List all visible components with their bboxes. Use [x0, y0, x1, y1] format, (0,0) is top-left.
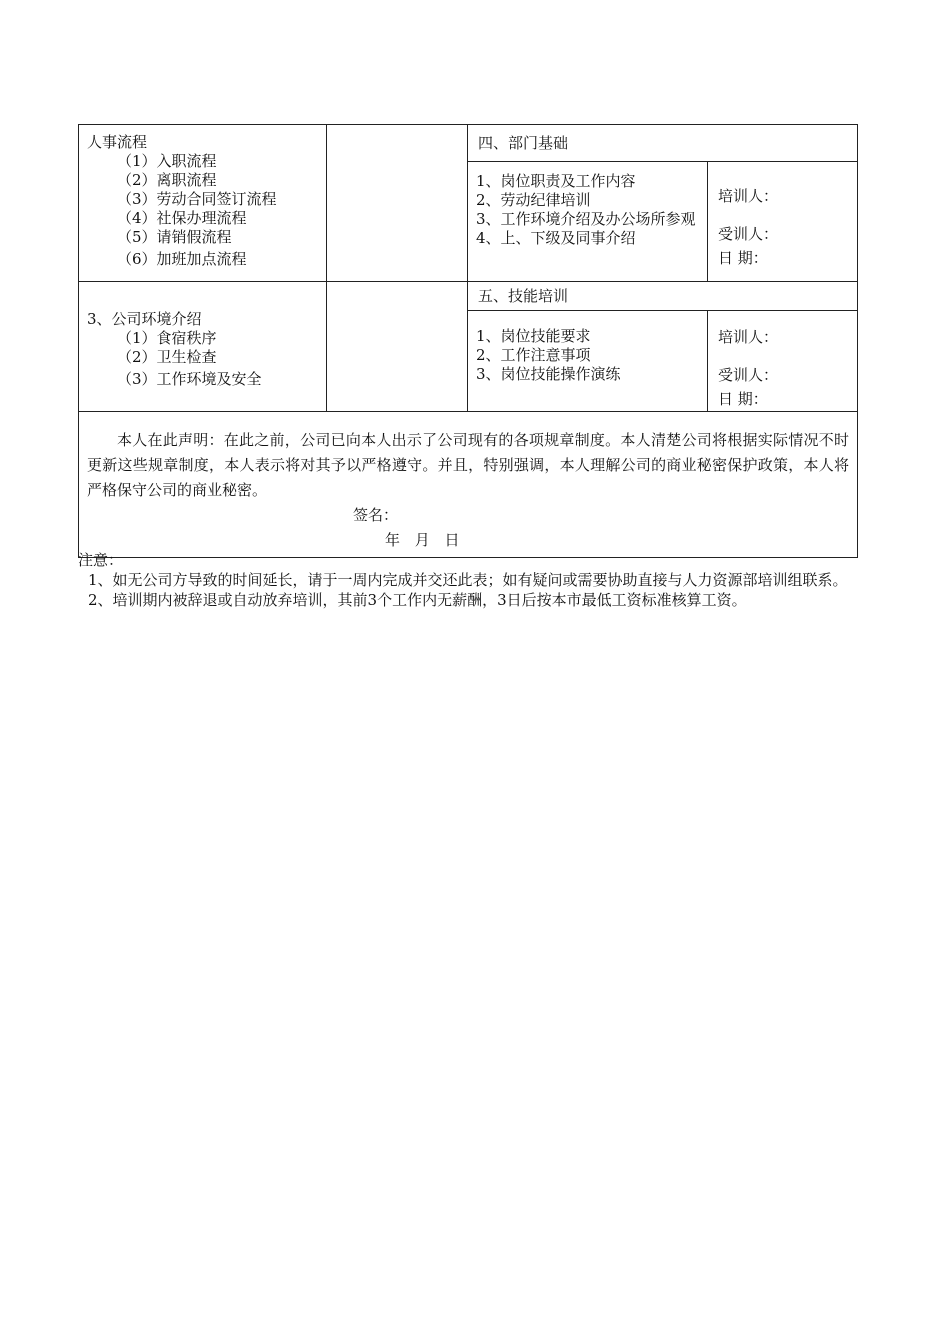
blank-cell: [327, 282, 468, 412]
dept-basics-header-cell: [468, 125, 858, 162]
company-env-cell: [79, 282, 327, 412]
blank-cell: [327, 125, 468, 282]
skills-item: 1、岗位技能要求: [476, 327, 591, 345]
declaration-cell: [79, 412, 858, 558]
notes-section: [78, 550, 858, 610]
dept-basics-items-cell: [468, 162, 708, 282]
hr-process-item: （6）加班加点流程: [117, 250, 247, 268]
skills-item: 3、岗位技能操作演练: [476, 365, 621, 383]
hr-process-item: （5）请销假流程: [117, 228, 232, 246]
hr-process-title: 人事流程: [87, 133, 148, 151]
dept-basics-item: 2、劳动纪律培训: [476, 191, 591, 209]
skills-header: 五、技能培训: [478, 287, 569, 305]
training-table: [78, 124, 858, 558]
signature-date-label: 年 月 日: [385, 531, 460, 549]
company-env-item: （1）食宿秩序: [117, 329, 217, 347]
company-env-title: 3、公司环境介绍: [87, 310, 202, 328]
hr-process-item: （2）离职流程: [117, 171, 217, 189]
note-item: 1、如无公司方导致的时间延长，请于一周内完成并交还此表；如有疑问或需要协助直接与人力资源部培训组联系。: [88, 571, 848, 589]
hr-process-cell: [79, 125, 327, 282]
date-label: 日 期：: [718, 249, 768, 267]
trainer-label: 培训人：: [718, 187, 779, 205]
declaration-text: 本人在此声明：在此之前，公司已向本人出示了公司现有的各项规章制度。本人清楚公司将根据实际情况不时更新这些规章制度，本人表示将对其予以严格遵守。并且，特别强调，本人理解公司的商业秘密保护政策，本人将严格保守公司的商业秘密。: [87, 431, 850, 499]
company-env-item: （2）卫生检查: [117, 348, 217, 366]
dept-basics-item: 3、工作环境介绍及办公场所参观: [476, 210, 696, 228]
trainee-label: 受训人：: [718, 225, 779, 243]
dept-basics-item: 4、上、下级及同事介绍: [476, 229, 636, 247]
trainee-label: 受训人：: [718, 366, 779, 384]
dept-basics-header: 四、部门基础: [478, 134, 569, 152]
hr-process-item: （4）社保办理流程: [117, 209, 247, 227]
skills-header-cell: [468, 282, 858, 311]
trainer-label: 培训人：: [718, 328, 779, 346]
skills-items-cell: [468, 311, 708, 412]
dept-basics-sign-cell: [708, 162, 858, 282]
signature-label: 签名：: [353, 506, 399, 524]
hr-process-item: （3）劳动合同签订流程: [117, 190, 277, 208]
note-item: 2、培训期内被辞退或自动放弃培训，其前3个工作内无薪酬，3日后按本市最低工资标准核算工资。: [88, 591, 747, 609]
date-label: 日 期：: [718, 390, 768, 408]
hr-process-item: （1）入职流程: [117, 152, 217, 170]
skills-sign-cell: [708, 311, 858, 412]
company-env-item: （3）工作环境及安全: [117, 370, 262, 388]
skills-item: 2、工作注意事项: [476, 346, 591, 364]
notes-title: 注意：: [78, 551, 124, 569]
dept-basics-item: 1、岗位职责及工作内容: [476, 172, 636, 190]
